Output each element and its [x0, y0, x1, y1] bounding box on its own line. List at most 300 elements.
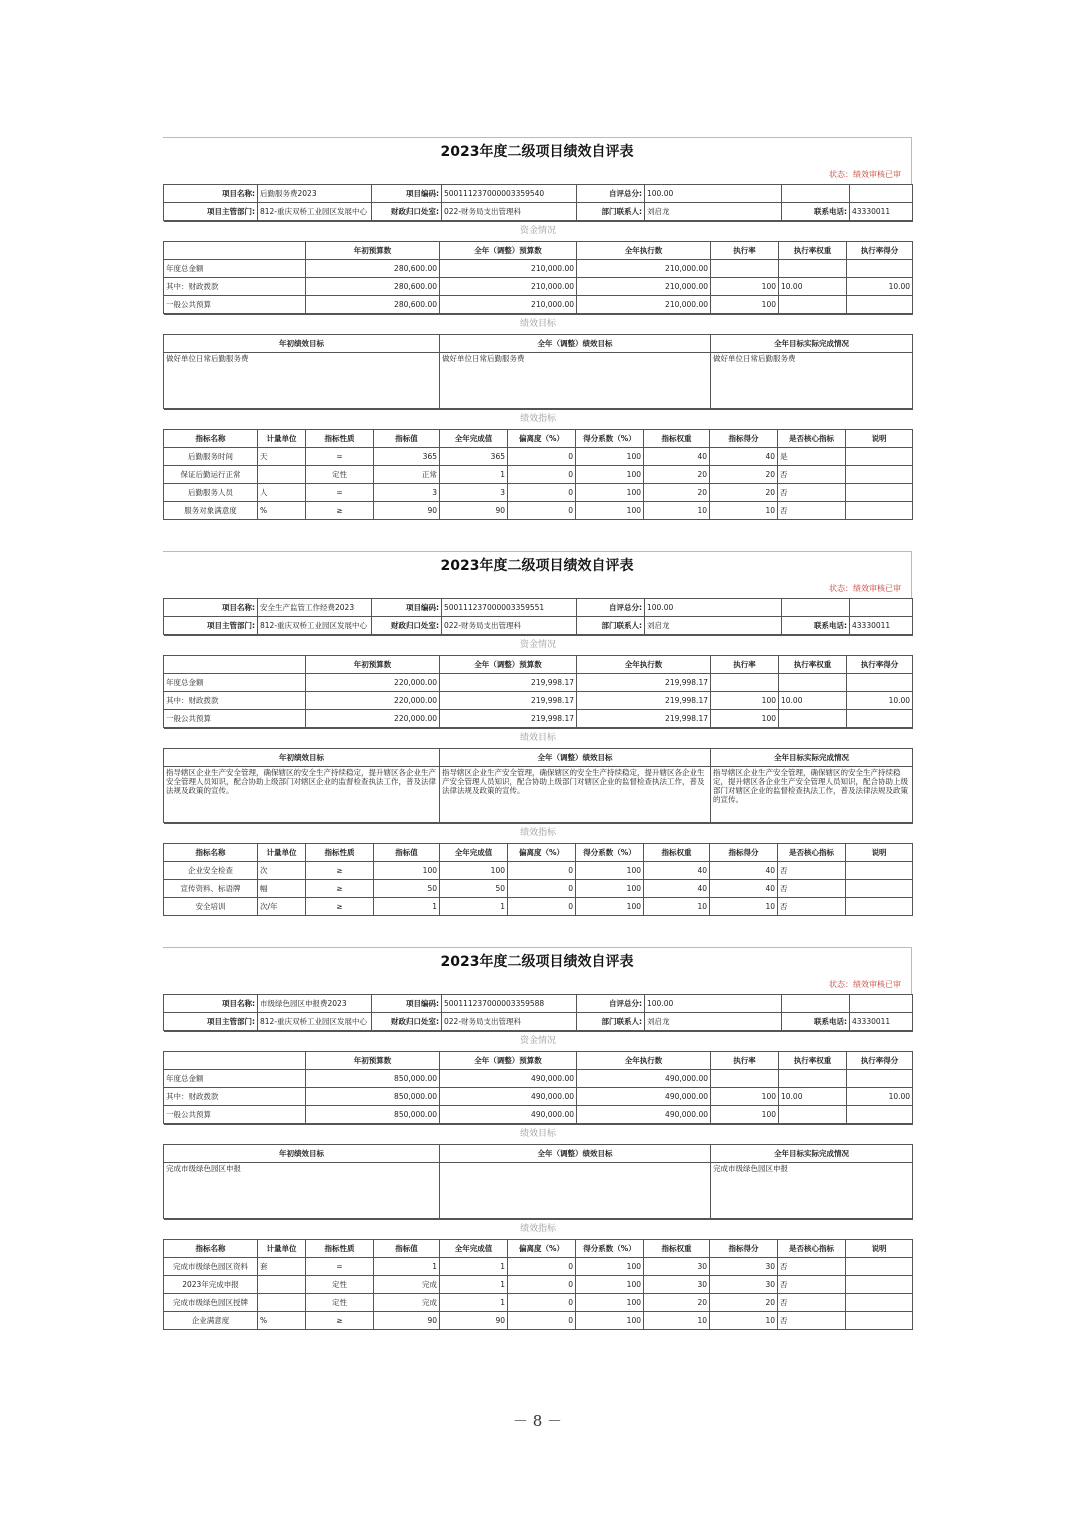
fund-executed: 210,000.00 — [577, 296, 711, 314]
fund-row-label: 一般公共预算 — [164, 296, 306, 314]
fund-executed: 219,998.17 — [577, 710, 711, 728]
fund-column-header: 执行率 — [711, 656, 779, 674]
goal-column-header: 年初绩效目标 — [164, 749, 440, 767]
indicator-note — [846, 502, 913, 520]
info-row — [164, 599, 913, 617]
dept-label: 项目主管部门: — [164, 617, 258, 635]
info-row — [164, 1013, 913, 1031]
goal-text: 做好单位日常后勤服务费 — [440, 353, 711, 409]
indicator-done: 90 — [440, 502, 508, 520]
indicator-nature: = — [306, 484, 374, 502]
indicator-name: 企业安全检查 — [164, 862, 258, 880]
indicator-done: 3 — [440, 484, 508, 502]
indicator-unit — [258, 466, 306, 484]
indicator-score: 10 — [710, 502, 778, 520]
indicator-done: 1 — [440, 1294, 508, 1312]
fund-executed: 219,998.17 — [577, 674, 711, 692]
indicator-core: 否 — [778, 1312, 846, 1330]
fund-row — [164, 1106, 913, 1124]
phone-value: 43330011 — [850, 617, 913, 635]
indicator-coefficient: 100 — [576, 1258, 644, 1276]
project-info-table — [163, 994, 913, 1031]
goal-row — [164, 1163, 913, 1219]
indicator-row — [164, 898, 913, 916]
goal-text: 完成市级绿色园区申报 — [711, 1163, 913, 1219]
indicator-coefficient: 100 — [576, 1276, 644, 1294]
dept-value: 812-重庆双桥工业园区发展中心 — [258, 617, 372, 635]
indicator-deviation: 0 — [508, 880, 576, 898]
indicator-column-header: 偏离度（%） — [508, 430, 576, 448]
indicator-name: 后勤服务人员 — [164, 484, 258, 502]
indicator-weight: 40 — [644, 862, 710, 880]
indicator-nature: ≥ — [306, 862, 374, 880]
indicator-column-header: 指标得分 — [710, 1240, 778, 1258]
contact-label: 部门联系人: — [577, 203, 645, 221]
fund-header-row — [164, 656, 913, 674]
indicator-column-header: 得分系数（%） — [576, 430, 644, 448]
fund-rate-weight — [779, 1070, 847, 1088]
indicator-coefficient: 100 — [576, 1294, 644, 1312]
indicator-deviation: 0 — [508, 862, 576, 880]
indicator-column-header: 指标值 — [374, 844, 440, 862]
goal-header-row — [164, 749, 913, 767]
fund-rate-score — [847, 674, 913, 692]
indicator-deviation: 0 — [508, 1312, 576, 1330]
indicator-section-title: 绩效指标 — [164, 1220, 913, 1240]
fund-exec-rate — [711, 1070, 779, 1088]
dept-label: 项目主管部门: — [164, 203, 258, 221]
total-score-label: 自评总分: — [577, 995, 645, 1013]
indicators-table — [163, 823, 913, 916]
fund-adjusted-budget: 210,000.00 — [440, 278, 577, 296]
indicator-coefficient: 100 — [576, 862, 644, 880]
indicator-note — [846, 1276, 913, 1294]
project-name-label: 项目名称: — [164, 599, 258, 617]
fund-row-label: 年度总金额 — [164, 260, 306, 278]
indicator-core: 是 — [778, 448, 846, 466]
project-code-value: 500111237000003359551 — [442, 599, 577, 617]
fund-column-header: 执行率得分 — [847, 242, 913, 260]
indicator-note — [846, 898, 913, 916]
indicator-column-header: 偏离度（%） — [508, 844, 576, 862]
indicator-note — [846, 466, 913, 484]
goal-column-header: 全年目标实际完成情况 — [711, 749, 913, 767]
project-code-label: 项目编码: — [372, 995, 442, 1013]
indicator-target: 1 — [374, 898, 440, 916]
indicator-score: 10 — [710, 898, 778, 916]
fund-row-label: 一般公共预算 — [164, 710, 306, 728]
indicator-done: 1 — [440, 898, 508, 916]
indicator-unit: % — [258, 502, 306, 520]
fund-initial-budget: 280,600.00 — [306, 296, 440, 314]
total-score-label: 自评总分: — [577, 599, 645, 617]
indicator-nature: 定性 — [306, 1294, 374, 1312]
indicator-unit — [258, 1276, 306, 1294]
indicator-score: 10 — [710, 1312, 778, 1330]
indicator-done: 50 — [440, 880, 508, 898]
fund-exec-rate: 100 — [711, 296, 779, 314]
goal-column-header: 全年目标实际完成情况 — [711, 335, 913, 353]
fund-row — [164, 1070, 913, 1088]
indicator-unit: 次/年 — [258, 898, 306, 916]
indicator-name: 后勤服务时间 — [164, 448, 258, 466]
indicator-coefficient: 100 — [576, 502, 644, 520]
fund-exec-rate: 100 — [711, 1106, 779, 1124]
fund-adjusted-budget: 219,998.17 — [440, 692, 577, 710]
contact-value: 刘启龙 — [645, 203, 782, 221]
project-name-value: 后勤服务费2023 — [258, 185, 372, 203]
indicator-column-header: 指标性质 — [306, 844, 374, 862]
contact-value: 刘启龙 — [645, 1013, 782, 1031]
fund-exec-rate — [711, 260, 779, 278]
indicator-column-header: 得分系数（%） — [576, 1240, 644, 1258]
indicator-target: 100 — [374, 862, 440, 880]
fund-column-header: 全年（调整）预算数 — [440, 656, 577, 674]
indicator-unit: 人 — [258, 484, 306, 502]
fund-column-header: 年初预算数 — [306, 656, 440, 674]
total-score-label: 自评总分: — [577, 185, 645, 203]
indicator-column-header: 指标权重 — [644, 844, 710, 862]
empty-cell — [782, 185, 850, 203]
indicator-column-header: 指标性质 — [306, 1240, 374, 1258]
indicator-nature: ≥ — [306, 898, 374, 916]
fund-adjusted-budget: 210,000.00 — [440, 296, 577, 314]
indicator-deviation: 0 — [508, 502, 576, 520]
indicator-deviation: 0 — [508, 1276, 576, 1294]
goal-text: 指导辖区企业生产安全管理，确保辖区的安全生产持续稳定，提升辖区各企业生产安全管理人员知识，配合协助上级部门对辖区企业的监督检查执法工作，普及法律法规及政策的宣传。 — [440, 767, 711, 823]
fund-row — [164, 296, 913, 314]
fin-office-label: 财政归口处室: — [372, 1013, 442, 1031]
goal-text: 做好单位日常后勤服务费 — [711, 353, 913, 409]
fund-rate-weight: 10.00 — [779, 1088, 847, 1106]
indicator-unit: 幅 — [258, 880, 306, 898]
fund-column-header: 年初预算数 — [306, 242, 440, 260]
empty-cell — [850, 995, 913, 1013]
indicator-weight: 40 — [644, 448, 710, 466]
contact-label: 部门联系人: — [577, 1013, 645, 1031]
goal-text: 做好单位日常后勤服务费 — [164, 353, 440, 409]
indicator-column-header: 全年完成值 — [440, 1240, 508, 1258]
indicator-column-header: 指标名称 — [164, 1240, 258, 1258]
fund-executed: 490,000.00 — [577, 1088, 711, 1106]
indicator-nature: = — [306, 448, 374, 466]
project-code-label: 项目编码: — [372, 185, 442, 203]
evaluation-form — [163, 137, 912, 520]
indicator-coefficient: 100 — [576, 448, 644, 466]
indicator-target: 完成 — [374, 1276, 440, 1294]
fund-row-label: 其中：财政拨款 — [164, 278, 306, 296]
indicator-score: 40 — [710, 880, 778, 898]
project-name-value: 安全生产监管工作经费2023 — [258, 599, 372, 617]
indicator-column-header: 指标性质 — [306, 430, 374, 448]
fin-office-label: 财政归口处室: — [372, 203, 442, 221]
indicator-nature: ≥ — [306, 502, 374, 520]
indicator-score: 40 — [710, 862, 778, 880]
fund-exec-rate: 100 — [711, 692, 779, 710]
goal-column-header: 全年（调整）绩效目标 — [440, 749, 711, 767]
indicator-weight: 20 — [644, 484, 710, 502]
fund-section-title: 资金情况 — [164, 222, 913, 242]
fund-rate-weight: 10.00 — [779, 278, 847, 296]
indicator-column-header: 计量单位 — [258, 844, 306, 862]
fund-row — [164, 1088, 913, 1106]
indicator-name: 2023年完成申报 — [164, 1276, 258, 1294]
project-name-value: 市级绿色园区申报费2023 — [258, 995, 372, 1013]
fund-adjusted-budget: 490,000.00 — [440, 1106, 577, 1124]
indicator-header-row — [164, 844, 913, 862]
indicator-deviation: 0 — [508, 448, 576, 466]
fund-executed: 210,000.00 — [577, 278, 711, 296]
indicator-unit: 套 — [258, 1258, 306, 1276]
fin-office-value: 022-财务局支出管理科 — [442, 1013, 577, 1031]
indicator-score: 20 — [710, 1294, 778, 1312]
fund-rate-weight — [779, 674, 847, 692]
goals-table — [163, 728, 913, 823]
fund-rate-score — [847, 296, 913, 314]
indicator-target: 正常 — [374, 466, 440, 484]
indicator-weight: 10 — [644, 1312, 710, 1330]
goal-column-header: 年初绩效目标 — [164, 335, 440, 353]
indicator-coefficient: 100 — [576, 1312, 644, 1330]
indicator-name: 保证后勤运行正常 — [164, 466, 258, 484]
indicator-weight: 10 — [644, 502, 710, 520]
fund-initial-budget: 850,000.00 — [306, 1088, 440, 1106]
fin-office-value: 022-财务局支出管理科 — [442, 203, 577, 221]
fund-exec-rate — [711, 674, 779, 692]
indicator-header-row — [164, 1240, 913, 1258]
goal-column-header: 全年（调整）绩效目标 — [440, 1145, 711, 1163]
contact-label: 部门联系人: — [577, 617, 645, 635]
goal-row — [164, 767, 913, 823]
fund-section-title: 资金情况 — [164, 636, 913, 656]
project-code-value: 500111237000003359540 — [442, 185, 577, 203]
indicator-done: 1 — [440, 1276, 508, 1294]
status-badge: 状态：绩效审核已审 — [163, 976, 912, 994]
indicator-column-header: 指标名称 — [164, 844, 258, 862]
indicator-note — [846, 448, 913, 466]
empty-cell — [164, 1052, 306, 1070]
fund-row — [164, 692, 913, 710]
fund-executed: 490,000.00 — [577, 1106, 711, 1124]
fund-row-label: 年度总金额 — [164, 1070, 306, 1088]
indicator-core: 否 — [778, 484, 846, 502]
goal-text: 指导辖区企业生产安全管理，确保辖区的安全生产持续稳定，提升辖区各企业生产安全管理人员知识，配合协助上级部门对辖区企业的监督检查执法工作，普及法律法规及政策的宣传。 — [164, 767, 440, 823]
fund-rate-weight — [779, 296, 847, 314]
indicator-core: 否 — [778, 1294, 846, 1312]
indicator-note — [846, 880, 913, 898]
dept-value: 812-重庆双桥工业园区发展中心 — [258, 1013, 372, 1031]
indicator-nature: 定性 — [306, 466, 374, 484]
form-title: 2023年度二级项目绩效自评表 — [163, 137, 912, 166]
indicator-column-header: 说明 — [846, 430, 913, 448]
indicator-core: 否 — [778, 1258, 846, 1276]
indicator-deviation: 0 — [508, 484, 576, 502]
fund-row — [164, 260, 913, 278]
indicator-weight: 30 — [644, 1276, 710, 1294]
total-score-value: 100.00 — [645, 599, 782, 617]
fund-header-row — [164, 1052, 913, 1070]
fund-column-header: 全年（调整）预算数 — [440, 242, 577, 260]
fund-row-label: 其中：财政拨款 — [164, 692, 306, 710]
indicator-deviation: 0 — [508, 898, 576, 916]
indicator-deviation: 0 — [508, 466, 576, 484]
fund-column-header: 全年执行数 — [577, 242, 711, 260]
indicator-deviation: 0 — [508, 1294, 576, 1312]
indicator-row — [164, 484, 913, 502]
empty-cell — [164, 242, 306, 260]
indicator-name: 安全培训 — [164, 898, 258, 916]
project-info-table — [163, 184, 913, 221]
fund-rate-score — [847, 260, 913, 278]
indicator-done: 100 — [440, 862, 508, 880]
project-name-label: 项目名称: — [164, 185, 258, 203]
indicator-note — [846, 1312, 913, 1330]
fund-header-row — [164, 242, 913, 260]
indicator-column-header: 说明 — [846, 1240, 913, 1258]
indicator-column-header: 指标得分 — [710, 844, 778, 862]
indicator-target: 50 — [374, 880, 440, 898]
goal-section-title: 绩效目标 — [164, 729, 913, 749]
empty-cell — [850, 185, 913, 203]
fin-office-label: 财政归口处室: — [372, 617, 442, 635]
indicator-column-header: 指标值 — [374, 1240, 440, 1258]
indicator-note — [846, 1258, 913, 1276]
indicator-coefficient: 100 — [576, 898, 644, 916]
indicator-column-header: 指标得分 — [710, 430, 778, 448]
fund-table — [163, 1031, 913, 1124]
fund-rate-score: 10.00 — [847, 1088, 913, 1106]
total-score-value: 100.00 — [645, 995, 782, 1013]
fin-office-value: 022-财务局支出管理科 — [442, 617, 577, 635]
indicator-section-title: 绩效指标 — [164, 410, 913, 430]
indicator-done: 90 — [440, 1312, 508, 1330]
indicator-row — [164, 502, 913, 520]
indicator-row — [164, 880, 913, 898]
fund-table — [163, 635, 913, 728]
indicator-target: 1 — [374, 1258, 440, 1276]
fund-initial-budget: 220,000.00 — [306, 692, 440, 710]
fund-column-header: 执行率权重 — [779, 242, 847, 260]
goal-text: 指导辖区企业生产安全管理，确保辖区的安全生产持续稳定，提升辖区各企业生产安全管理人员知识，配合协助上级部门对辖区企业的监督检查执法工作，普及法律法规及政策的宣传。 — [711, 767, 913, 823]
indicator-row — [164, 1294, 913, 1312]
indicator-row — [164, 1312, 913, 1330]
fund-adjusted-budget: 219,998.17 — [440, 674, 577, 692]
fund-initial-budget: 850,000.00 — [306, 1070, 440, 1088]
indicator-column-header: 指标权重 — [644, 430, 710, 448]
info-row — [164, 995, 913, 1013]
indicator-coefficient: 100 — [576, 880, 644, 898]
indicator-score: 40 — [710, 448, 778, 466]
indicator-column-header: 偏离度（%） — [508, 1240, 576, 1258]
goals-table — [163, 1124, 913, 1219]
fund-adjusted-budget: 490,000.00 — [440, 1088, 577, 1106]
indicators-table — [163, 409, 913, 520]
indicator-section-title: 绩效指标 — [164, 824, 913, 844]
indicator-nature: ≥ — [306, 880, 374, 898]
dept-label: 项目主管部门: — [164, 1013, 258, 1031]
indicator-column-header: 指标权重 — [644, 1240, 710, 1258]
goal-section-title: 绩效目标 — [164, 1125, 913, 1145]
indicator-score: 20 — [710, 484, 778, 502]
indicator-header-row — [164, 430, 913, 448]
indicator-core: 否 — [778, 466, 846, 484]
indicator-unit — [258, 1294, 306, 1312]
indicator-unit: % — [258, 1312, 306, 1330]
indicator-column-header: 是否核心指标 — [778, 430, 846, 448]
indicator-column-header: 计量单位 — [258, 1240, 306, 1258]
fund-rate-score — [847, 710, 913, 728]
indicator-name: 宣传资料、标语牌 — [164, 880, 258, 898]
indicator-coefficient: 100 — [576, 484, 644, 502]
indicator-note — [846, 484, 913, 502]
fund-row-label: 年度总金额 — [164, 674, 306, 692]
fund-rate-weight: 10.00 — [779, 692, 847, 710]
fund-row-label: 一般公共预算 — [164, 1106, 306, 1124]
fund-initial-budget: 850,000.00 — [306, 1106, 440, 1124]
fund-adjusted-budget: 210,000.00 — [440, 260, 577, 278]
fund-column-header: 年初预算数 — [306, 1052, 440, 1070]
indicator-unit: 天 — [258, 448, 306, 466]
fund-initial-budget: 220,000.00 — [306, 674, 440, 692]
fund-row-label: 其中：财政拨款 — [164, 1088, 306, 1106]
indicator-done: 1 — [440, 1258, 508, 1276]
indicator-column-header: 是否核心指标 — [778, 1240, 846, 1258]
indicator-done: 1 — [440, 466, 508, 484]
indicator-weight: 40 — [644, 880, 710, 898]
indicator-score: 30 — [710, 1276, 778, 1294]
phone-value: 43330011 — [850, 203, 913, 221]
contact-value: 刘启龙 — [645, 617, 782, 635]
status-badge: 状态：绩效审核已审 — [163, 580, 912, 598]
indicator-note — [846, 862, 913, 880]
indicator-row — [164, 862, 913, 880]
indicator-name: 企业满意度 — [164, 1312, 258, 1330]
indicator-target: 完成 — [374, 1294, 440, 1312]
fund-rate-weight — [779, 710, 847, 728]
goal-section-title: 绩效目标 — [164, 315, 913, 335]
fund-initial-budget: 280,600.00 — [306, 260, 440, 278]
fund-column-header: 全年执行数 — [577, 656, 711, 674]
phone-label: 联系电话: — [782, 617, 850, 635]
indicator-core: 否 — [778, 1276, 846, 1294]
indicators-table — [163, 1219, 913, 1330]
total-score-value: 100.00 — [645, 185, 782, 203]
fund-executed: 219,998.17 — [577, 692, 711, 710]
phone-value: 43330011 — [850, 1013, 913, 1031]
fund-section-title: 资金情况 — [164, 1032, 913, 1052]
indicator-target: 3 — [374, 484, 440, 502]
fund-row — [164, 710, 913, 728]
goal-column-header: 全年目标实际完成情况 — [711, 1145, 913, 1163]
indicator-target: 365 — [374, 448, 440, 466]
project-code-value: 500111237000003359588 — [442, 995, 577, 1013]
empty-cell — [782, 599, 850, 617]
indicator-nature: 定性 — [306, 1276, 374, 1294]
indicator-weight: 20 — [644, 466, 710, 484]
indicator-core: 否 — [778, 502, 846, 520]
indicator-column-header: 指标名称 — [164, 430, 258, 448]
fund-executed: 210,000.00 — [577, 260, 711, 278]
indicator-core: 否 — [778, 862, 846, 880]
indicator-score: 20 — [710, 466, 778, 484]
indicator-column-header: 是否核心指标 — [778, 844, 846, 862]
fund-column-header: 执行率 — [711, 242, 779, 260]
fund-rate-weight — [779, 1106, 847, 1124]
fund-column-header: 全年执行数 — [577, 1052, 711, 1070]
indicator-column-header: 得分系数（%） — [576, 844, 644, 862]
fund-column-header: 执行率权重 — [779, 656, 847, 674]
form-title: 2023年度二级项目绩效自评表 — [163, 947, 912, 976]
